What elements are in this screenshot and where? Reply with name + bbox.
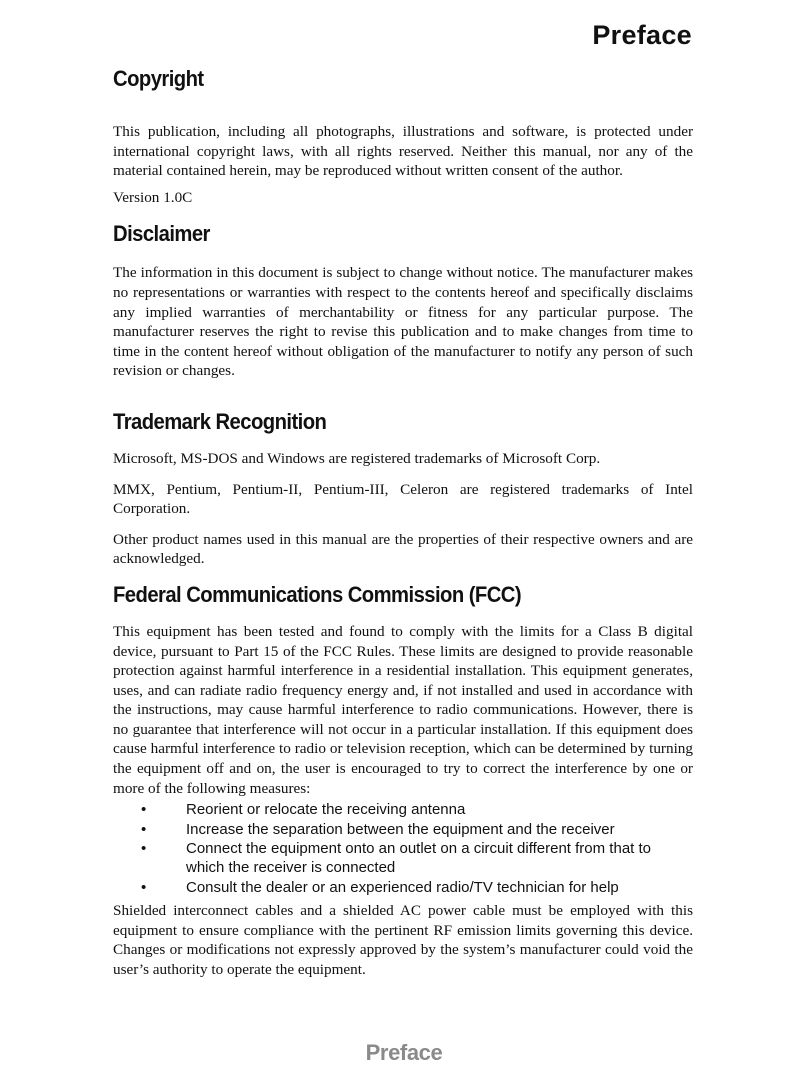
copyright-paragraph: This publication, including all photographs, illustrations and software, is protected under international copyright laws, with all rights reserved. Neither this manual, nor any of the material contained herein, may be reproduced without written consent of the author. (113, 123, 693, 180)
list-item (113, 839, 693, 878)
trademark-section (113, 407, 693, 569)
trademark-heading: Trademark Recognition (113, 408, 327, 434)
copyright-section (113, 64, 693, 207)
list-item (113, 800, 693, 819)
running-header: Preface (592, 20, 692, 50)
measure-text: Consult the dealer or an experienced radio/TV technician for help (186, 878, 619, 896)
measure-text: Connect the equipment onto an outlet on a circuit different from that to which the receiver is connected (186, 840, 652, 877)
page-content (113, 64, 693, 980)
fcc-section (113, 580, 693, 980)
disclaimer-section (113, 219, 693, 381)
trademark-paragraph: MMX, Pentium, Pentium-II, Pentium-III, Celeron are registered trademarks of Intel Corporation. (113, 480, 693, 518)
bullet-mark: • (141, 820, 147, 838)
measures-list (113, 800, 693, 897)
bullet-mark: • (141, 840, 147, 858)
list-item (113, 820, 693, 839)
measure-text: Reorient or relocate the receiving antenna (186, 801, 466, 819)
version-text: Version 1.0C (113, 188, 193, 206)
copyright-heading: Copyright (113, 66, 204, 91)
bullet-mark: • (141, 878, 147, 896)
trademark-paragraph: Other product names used in this manual are the properties of their respective owners and are acknowledged. (113, 530, 693, 568)
trademark-paragraph: Microsoft, MS-DOS and Windows are registered trademarks of Microsoft Corp. (113, 449, 601, 467)
running-footer: Preface (365, 1040, 443, 1065)
disclaimer-heading: Disclaimer (113, 221, 210, 247)
disclaimer-paragraph: The information in this document is subject to change without notice. The manufacturer makes no representations or warranties with respect to the contents hereof and specifically disclaims any implied warranties of merchantability or fitness for any particular purpose. The manufacturer reserves the right to revise this publication and to make changes from time to time in the content hereof without obligation of the manufacturer to notify any person of such revision or changes. (113, 264, 693, 380)
fcc-paragraph: This equipment has been tested and found to comply with the limits for a Class B digital device, pursuant to Part 15 of the FCC Rules. These limits are designed to provide reasonable protection against harmful interference in a residential installation. This equipment generates, uses, and can radiate radio frequency energy and, if not installed and used in accordance with the instructions, may cause harmful interference to radio communications. However, there is no guarantee that interference will not occur in a particular installation. If this equipment does cause harmful interference to radio or television reception, which can be determined by turning the equipment off and on, the user is encouraged to try to correct the interference by one or more of the following measures: (113, 622, 693, 797)
fcc-heading: Federal Communications Commission (FCC) (113, 581, 522, 607)
measure-text: Increase the separation between the equipment and the receiver (186, 820, 615, 838)
bullet-mark: • (141, 801, 147, 819)
list-item (113, 878, 693, 897)
fcc-closing-paragraph: Shielded interconnect cables and a shielded AC power cable must be employed with this equipment to ensure compliance with the pertinent RF emission limits governing this device. Changes or modifications not expressly approved by the system’s manufacturer could void the user’s authority to operate the equipment. (113, 902, 693, 979)
